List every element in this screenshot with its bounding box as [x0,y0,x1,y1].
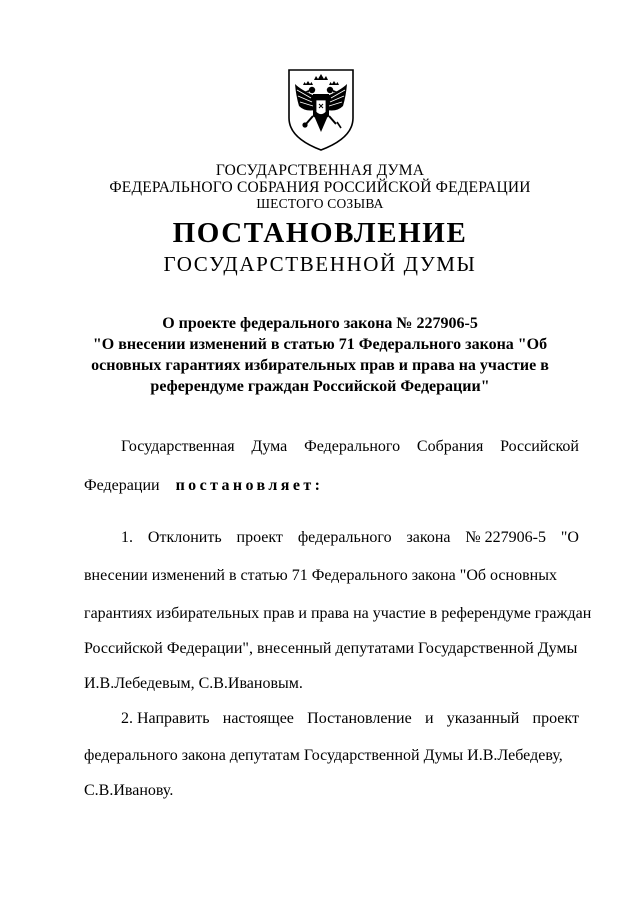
preamble-word: Дума [251,438,288,455]
item-1-word: закона [406,529,451,546]
preamble-word: Российской [500,438,579,455]
item-1-word: проект [236,529,283,546]
item-1-line-3: гарантиях избирательных прав и права на участие в референдуме граждан [84,605,592,622]
item-1-word: "О [560,529,579,546]
preamble-word: Собрания [416,438,484,455]
document-subtitle: ГОСУДАРСТВЕННОЙ ДУМЫ [163,252,477,276]
item-2-line-1 [121,710,579,728]
item-2-word: настоящее [222,710,294,727]
preamble-line-2-start: Федерации [84,477,160,494]
preamble-line-2 [84,477,323,495]
item-2-word: 2. Направить [121,710,210,727]
preamble-word: Государственная [121,438,235,455]
state-emblem-icon [283,66,359,152]
bill-title-line-1: О проекте федерального закона № 227906-5 [162,315,478,332]
bill-title-line-2: "О внесении изменений в статью 71 Федерального закона "Об [92,336,548,353]
bill-title-line-3: основных гарантиях избирательных прав и права на участие в [91,357,549,374]
item-2-line-3: С.В.Иванову. [84,782,174,799]
convocation-line: ШЕСТОГО СОЗЫВА [256,196,384,211]
preamble-word: Федерального [304,438,401,455]
item-1-word: федерального [297,529,392,546]
document-title: ПОСТАНОВЛЕНИЕ [172,217,468,249]
item-1-line-1 [121,529,579,547]
item-2-word: и [424,710,434,727]
preamble-line-1 [121,438,579,456]
bill-title-line-4: референдуме граждан Российской Федерации" [150,378,490,395]
item-1-line-4: Российской Федерации", внесенный депутатами Государственной Думы [84,640,578,657]
item-1-line-5: И.В.Лебедевым, С.В.Ивановым. [84,675,303,692]
item-2-word: Постановление [307,710,412,727]
item-2-word: проект [532,710,579,727]
org-name-line-2: ФЕДЕРАЛЬНОГО СОБРАНИЯ РОССИЙСКОЙ ФЕДЕРАЦИИ [109,179,531,196]
item-2-word: указанный [446,710,520,727]
item-1-line-2: внесении изменений в статью 71 Федерального закона "Об основных [84,567,557,584]
org-name-line-1: ГОСУДАРСТВЕННАЯ ДУМА [215,162,425,179]
item-2-line-2: федерального закона депутатам Государственной Думы И.В.Лебедеву, [84,747,563,764]
decree-word: постановляет: [175,477,324,494]
item-1-word: № 227906-5 [465,529,546,546]
item-1-word: Отклонить [147,529,222,546]
item-1-word: 1. [121,529,133,546]
